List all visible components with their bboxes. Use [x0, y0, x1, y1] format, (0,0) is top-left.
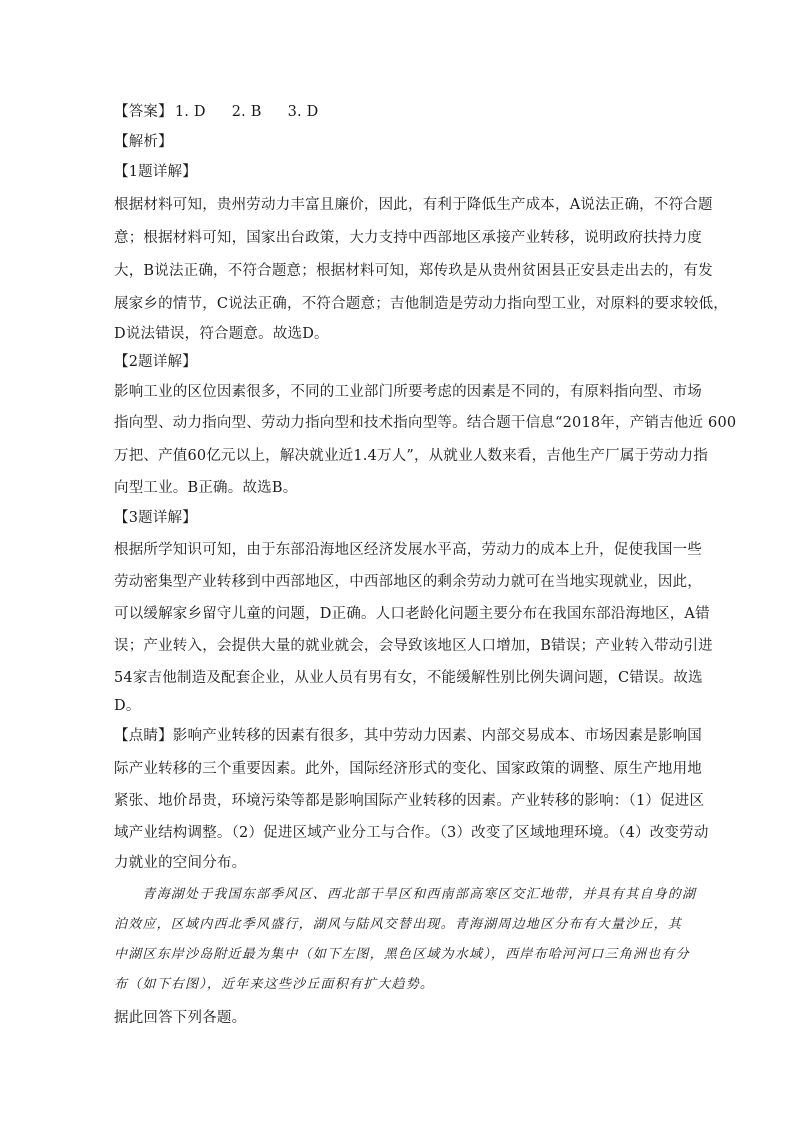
passage-line: 青海湖处于我国东部季风区、西北部干旱区和西南部高寒区交汇地带，并具有其自身的湖 — [114, 887, 697, 902]
q3-line: 可以缓解家乡留守儿童的问题，D正确。人口老龄化问题主要分布在我国东部沿海地区，A错 — [114, 606, 710, 622]
passage-line: 布（如下右图），近年来这些沙丘面积有扩大趋势。 — [114, 977, 435, 992]
q2-line: 指向型、动力指向型、劳动力指向型和技术指向型等。结合题干信息“2018年，产销吉他近 600 — [114, 415, 737, 431]
q2-heading: 【2题详解】 — [114, 354, 197, 370]
q2-line: 万把、产值60亿元以上，解决就业近1.4万人”，从就业人数来看，吉他生产厂属于劳动力指 — [114, 448, 709, 464]
tip-line: 际产业转移的三个重要因素。此外，国际经济形式的变化、国家政策的调整、原生产地用地 — [114, 761, 702, 777]
q3-line: 根据所学知识可知，由于东部沿海地区经济发展水平高，劳动力的成本上升，促使我国一些 — [114, 542, 702, 558]
q1-line: 展家乡的情节，C说法正确，不符合题意；吉他制造是劳动力指向型工业，对原料的要求较低， — [114, 296, 728, 312]
tip-line: 【点睛】影响产业转移的因素有很多，其中劳动力因素、内部交易成本、市场因素是影响国 — [114, 728, 702, 744]
q3-line: 误；产业转入，会提供大量的就业就会，会导致该地区人口增加，B错误；产业转入带动引进 — [114, 638, 713, 654]
tip-line: 力就业的空间分布。 — [114, 855, 247, 871]
q3-line: 劳动密集型产业转移到中西部地区，中西部地区的剩余劳动力就可在当地实现就业，因此， — [114, 574, 702, 590]
tip-line: 域产业结构调整。（2）促进区域产业分工与合作。（3）改变了区域地理环境。（4）改变劳动 — [114, 825, 709, 841]
answer-label: 【答案】 — [114, 104, 173, 120]
tip-line: 紧张、地价昂贵，环境污染等都是影响国际产业转移的因素。产业转移的影响：（1）促进区 — [114, 793, 705, 809]
answer-item-1: 1. D — [174, 104, 206, 120]
q1-line: 根据材料可知，贵州劳动力丰富且廉价，因此，有利于降低生产成本，A说法正确，不符合题 — [114, 197, 713, 213]
q3-line: 54家吉他制造及配套企业，从业人员有男有女，不能缓解性别比例失调问题，C错误。故选 — [114, 670, 703, 686]
q1-line: 大，B说法正确，不符合题意；根据材料可知，郑传玖是从贵州贫困县正安县走出去的，有发 — [114, 263, 713, 279]
question-prompt: 据此回答下列各题。 — [114, 1010, 247, 1026]
q2-line: 影响工业的区位因素很多，不同的工业部门所要考虑的因素是不同的，有原料指向型、市场 — [114, 384, 702, 400]
q1-line: 意；根据材料可知，国家出台政策，大力支持中西部地区承接产业转移，说明政府扶持力度 — [114, 230, 702, 246]
q2-line: 向型工业。B正确。故选B。 — [114, 480, 298, 496]
answer-item-3: 3. D — [287, 104, 319, 120]
q1-heading: 【1题详解】 — [114, 164, 197, 180]
analysis-label: 【解析】 — [114, 134, 173, 150]
q3-heading: 【3题详解】 — [114, 510, 197, 526]
passage-line: 中湖区东岸沙岛附近最为集中（如下左图，黑色区域为水域），西岸布哈河河口三角洲也有分 — [114, 947, 690, 962]
q1-line: D说法错误，符合题意。故选D。 — [114, 326, 329, 342]
answer-line — [114, 102, 318, 122]
passage-line: 泊效应，区域内西北季风盛行，湖风与陆风交替出现。青海湖周边地区分布有大量沙丘，其 — [114, 917, 683, 932]
q3-line: D。 — [114, 698, 141, 714]
answer-item-2: 2. B — [231, 104, 262, 120]
